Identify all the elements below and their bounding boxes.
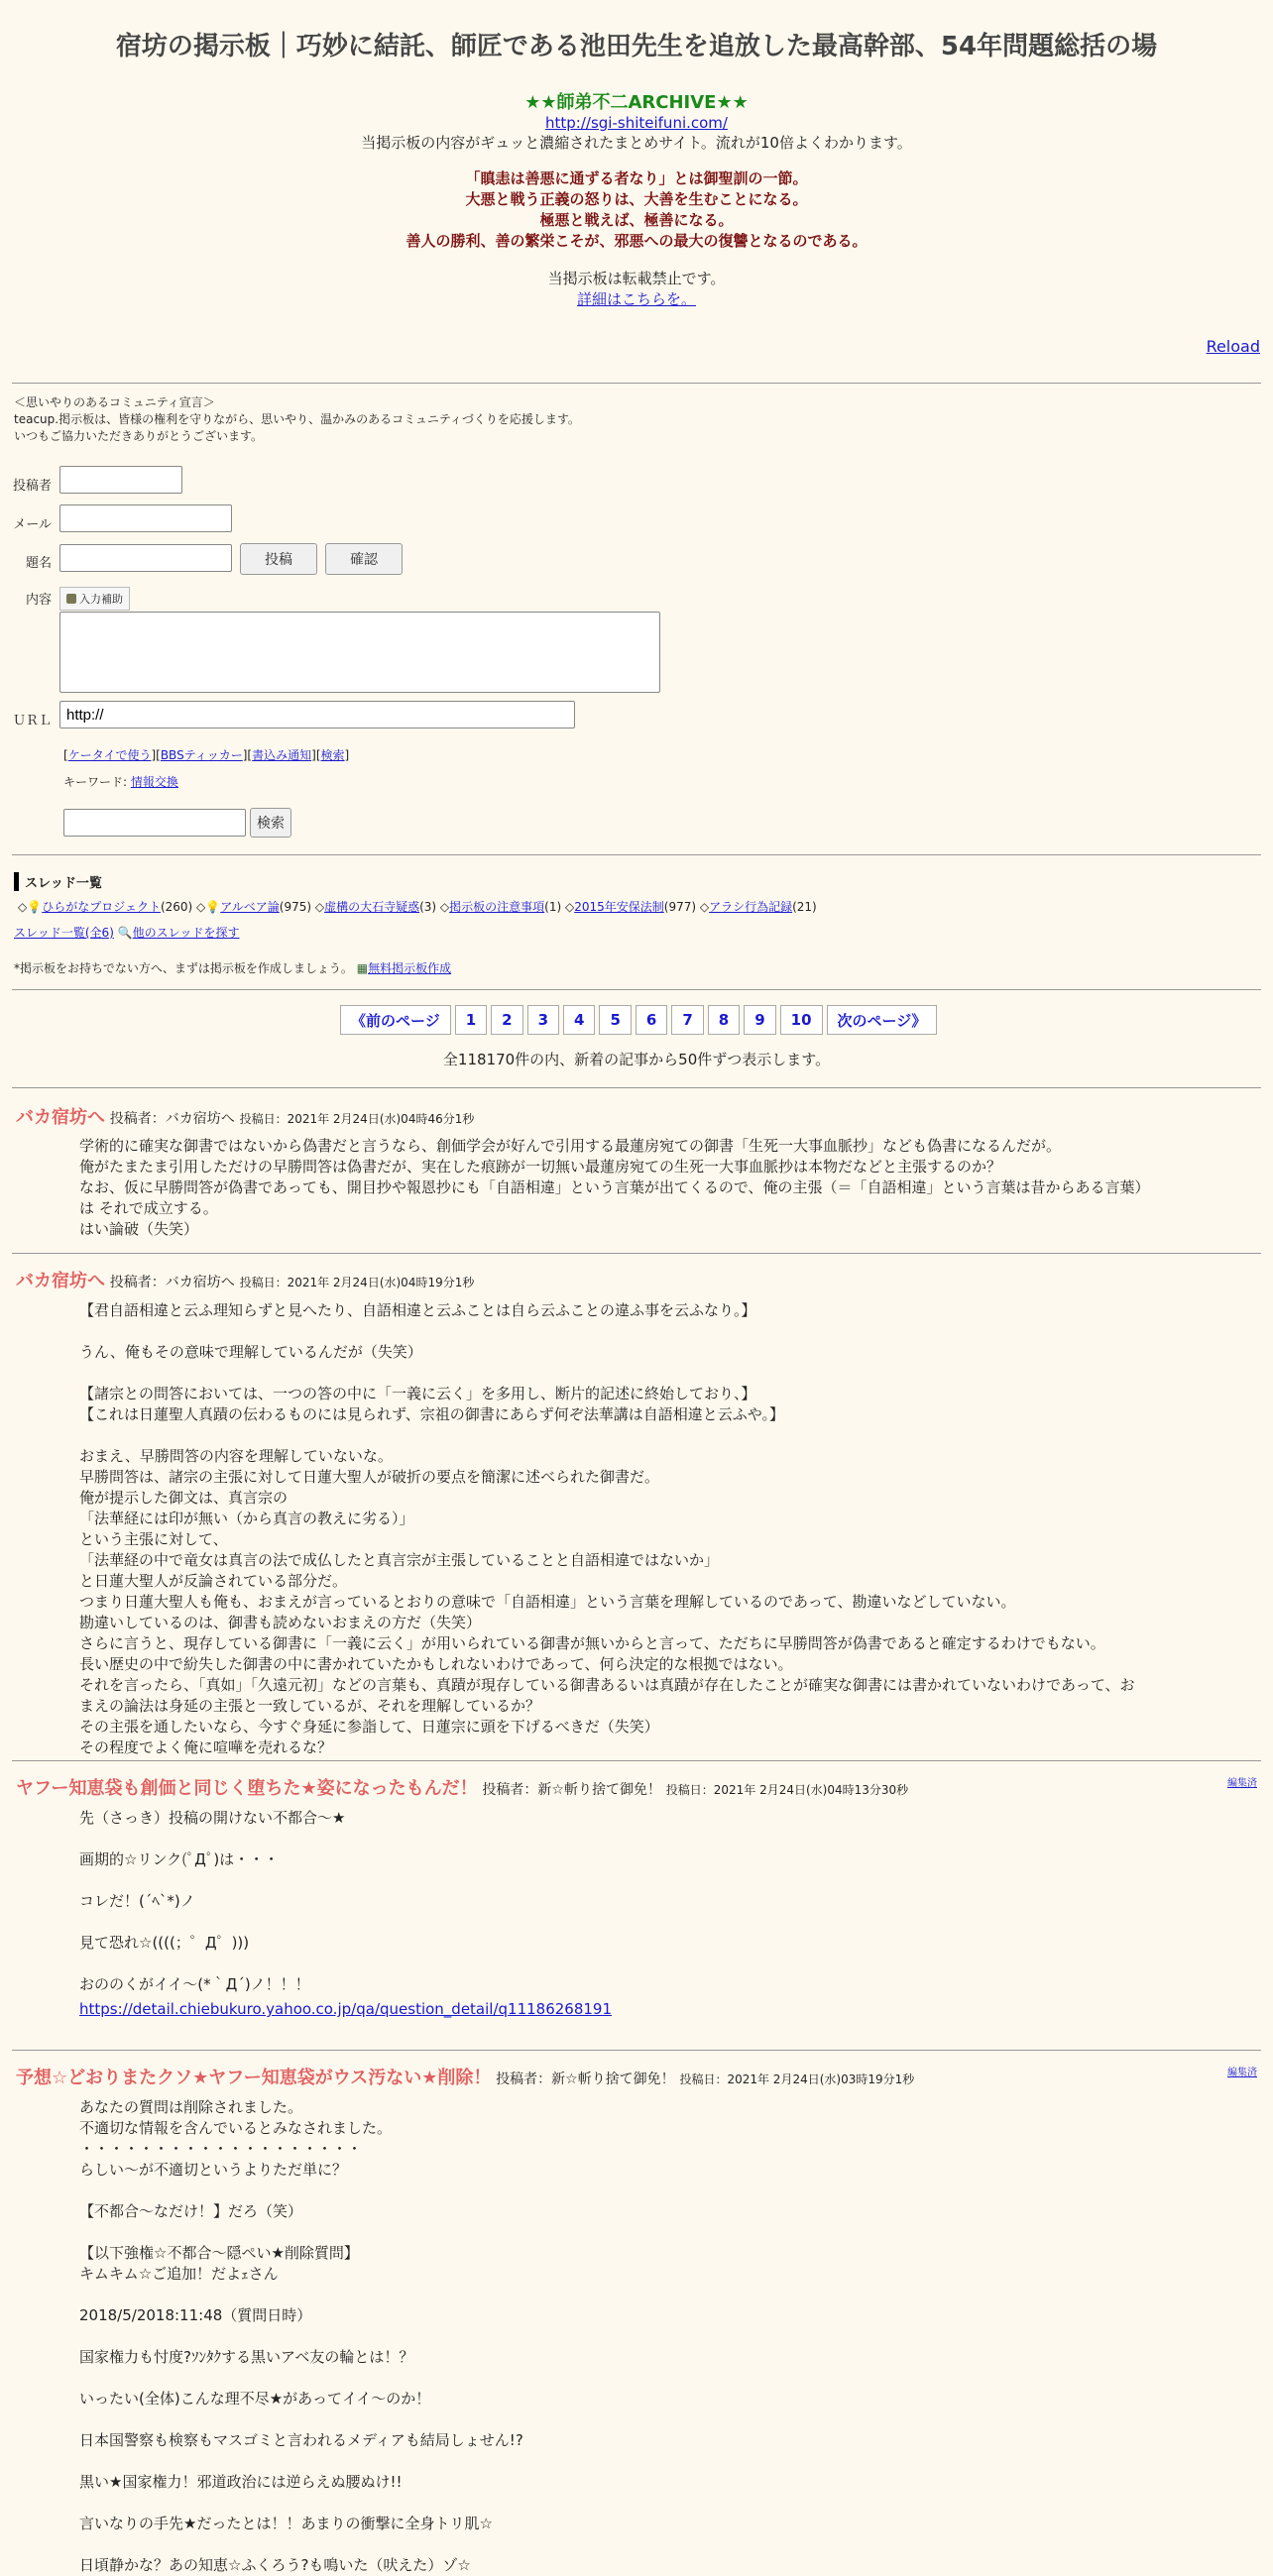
content-label: 内容	[25, 593, 52, 608]
post-date: 投稿日：2021年 2月24日(水)04時19分1秒	[239, 1276, 475, 1289]
input-assist-button[interactable]	[59, 587, 130, 611]
page-button[interactable]: 4	[563, 1005, 595, 1035]
divider	[12, 854, 1261, 855]
thread-count: (21)	[792, 900, 817, 914]
thread-list-heading: スレッド一覧	[14, 872, 102, 891]
post-link[interactable]: https://detail.chiebukuro.yahoo.co.jp/qa/question_detail/q11186268191	[79, 2000, 613, 2018]
divider	[12, 383, 1261, 384]
pager-summary: 全118170件の内、新着の記事から50件ずつ表示します。	[442, 1051, 831, 1068]
quote-line: 大悪と戦う正義の怒りは、大善を生むことになる。	[465, 190, 808, 208]
post-body: あなたの質問は削除されました。 不適切な情報を含んでいるとみなされました。 ・・・・・・・・・・・・・・・・・・・ らしい～が不適切というよりただ単に？ 【不都合～なだけ！】だろ（笑） 【以下強権☆不都合～隠ぺい★削除質問】 キムキム☆ご追加！だよｪさん 2018/5/2018:11:48（質問日時） 国家権力も忖度?ｿﾝﾀｸする黒いアベ友の輪とは！？ いったい(全体)こんな理不尽★があってイイ～のか！ 日本国警察も検察もマスゴミと言われるメディアも結局しょせん!? 黒い★国家権力！邪道政治には逆らえぬ腰ぬけ!! 言いなりの手先★だったとは！！あまりの衝撃に全身トリ肌☆ 日頃静かな？あの知恵☆ふくろう?も鳴いた（吠えた）ゾ☆	[79, 2098, 523, 2574]
reload-link[interactable]: Reload	[1206, 337, 1260, 356]
page-button[interactable]: 1	[455, 1005, 487, 1035]
thread-all-link[interactable]: スレッド一覧(全6)	[14, 926, 114, 940]
create-board-note: *掲示板をお持ちでない方へ、まずは掲示板を作成しましょう。	[14, 961, 353, 975]
post-body: 【君自語相違と云ふ理知らずと見へたり、自語相違と云ふことは自ら云ふことの違ふ事を云ふなり。】 うん、俺もその意味で理解しているんだが（失笑） 【諸宗との問答においては、一つの答の中に「一義に云く」を多用し、断片的記述に終始しており、】 【これは日蓮聖人真蹟の伝わるものには見られず、宗祖の御書にあらず何ぞ法華講は自語相違と云ふや。】 おまえ、早勝問答の内容を理解していないな。 早勝問答は、諸宗の主張に対して日蓮大聖人が破折の要点を簡潔に述べられた御書だ。 俺が提示した御文は、真言宗の 「法華経には印が無い（から真言の教えに劣る）」 という主張に対して、 「法華経の中で竜女は真言の法で成仏したと真言宗が主張していることと自語相違ではないか」 と日蓮大聖人が反論されている部分だ。 つまり日蓮大聖人も俺も、おまえが言っているとおりの意味で「自語相違」という言葉を理解しているのであって、勘違いなどしていない。 勘違いしているのは、御書も読めないおまえの方だ（失笑） さらに言うと、現存している御書に「一義に云く」が用いられている御書が無いからと言って、ただちに早勝問答が偽書であると確定するわけでもない。 長い歴史の中で紛失した御書の中に書かれていたかもしれないわけであって、何ら決定的な根拠ではない。 それを言ったら、「真如」「久遠元初」などの言葉も、真蹟が現存している御書あるいは真蹟が存在したことが確実な御書には書かれていないわけであって、お まえの論法は身延の主張と一致しているが、それを理解しているか？ その主張を通したいなら、今すぐ身延に参詣して、日蓮宗に頭を下げるべきだ（失笑） その程度でよく俺に喧嘩を売れるな？	[79, 1301, 1135, 1756]
form-links: [ケータイで使う][BBSティッカー][書込み通知][検索]	[63, 748, 350, 762]
thread-count: (1)	[544, 900, 562, 914]
thread-count: (260)	[160, 900, 193, 914]
archive-heading: ★★師弟不二ARCHIVE★★	[524, 92, 749, 113]
edited-badge[interactable]: 編集済	[1227, 1778, 1257, 1789]
url-label: ＵＲＬ	[12, 714, 52, 728]
other-threads-link[interactable]: 他のスレッドを探す	[132, 926, 240, 940]
divider	[12, 989, 1261, 990]
thread-link[interactable]: 虚構の大石寺疑惑	[324, 900, 420, 914]
post-title: バカ宿坊へ	[16, 1107, 105, 1128]
divider	[12, 1087, 1261, 1088]
magnifier-icon: 🔍	[117, 926, 133, 940]
thread-count: (3)	[419, 900, 437, 914]
page-button[interactable]: 9	[744, 1005, 775, 1035]
thread-footer	[14, 924, 240, 941]
keyword-label: キーワード:	[63, 775, 128, 789]
divider	[12, 2050, 1261, 2051]
thread-link[interactable]: ひらがなプロジェクト	[42, 900, 161, 914]
thread-link[interactable]: アルベア論	[220, 900, 280, 914]
community-declaration	[0, 387, 594, 453]
search-link[interactable]: 検索	[320, 748, 345, 762]
url-input[interactable]	[59, 701, 575, 728]
mail-label: メール	[13, 517, 52, 532]
quote-line: 善人の勝利、善の繁栄こそが、邪悪への最大の復讐となるのである。	[405, 232, 868, 250]
edited-badge[interactable]: 編集済	[1227, 2068, 1257, 2078]
create-board-row	[14, 959, 451, 976]
post-date: 投稿日：2021年 2月24日(水)04時46分1秒	[239, 1112, 475, 1126]
post-title: バカ宿坊へ	[16, 1271, 105, 1291]
thread-count: (975)	[279, 900, 312, 914]
notify-link[interactable]: 書込み通知	[252, 748, 312, 762]
post-author: 投稿者：バカ宿坊へ	[109, 1275, 235, 1290]
keyboard-icon	[66, 594, 76, 604]
thread-list: ◇💡ひらがなプロジェクト(260) ◇💡アルベア論(975) ◇虚構の大石寺疑惑(3) ◇掲示板の注意事項(1) ◇2015年安保法制(977) ◇アラシ行為記録(21)	[18, 900, 817, 914]
input-assist-label: 入力補助	[79, 593, 123, 606]
mail-input[interactable]	[59, 504, 232, 532]
quote-line: 極悪と戦えば、極善になる。	[539, 211, 734, 229]
subject-input[interactable]	[59, 544, 232, 572]
declaration-heading: ＜思いやりのあるコミュニティ宣言＞	[14, 395, 215, 409]
quote-line: 「瞋恚は善悪に通ずる者なり」とは御聖訓の一節。	[465, 169, 808, 187]
page-button[interactable]: 8	[708, 1005, 740, 1035]
thread-link[interactable]: アラシ行為記録	[709, 900, 793, 914]
page-button[interactable]: 7	[671, 1005, 703, 1035]
keyword-link[interactable]: 情報交換	[130, 775, 178, 789]
post-button[interactable]: 投稿	[240, 543, 317, 575]
reprint-notice: 当掲示板は転載禁止です。	[547, 270, 726, 287]
post-author: 投稿者：新☆斬り捨て御免！	[482, 1782, 661, 1798]
thread-link[interactable]: 掲示板の注意事項	[449, 900, 545, 914]
bulb-icon: 💡	[205, 900, 221, 914]
post-title: 予想☆どおりまたクソ★ヤフー知恵袋がウス汚ない★削除！	[16, 2068, 492, 2088]
subject-label: 題名	[25, 556, 52, 571]
page-button[interactable]: 10	[780, 1005, 823, 1035]
prev-page-button[interactable]: 《前のページ	[340, 1005, 451, 1035]
archive-link[interactable]: http://sgi-shiteifuni.com/	[545, 114, 728, 132]
search-button[interactable]: 検索	[250, 808, 291, 838]
page-button[interactable]: 3	[527, 1005, 559, 1035]
page-button[interactable]: 5	[599, 1005, 631, 1035]
page-button[interactable]: 2	[491, 1005, 522, 1035]
page-title: 宿坊の掲示板｜巧妙に結託、師匠である池田先生を追放した最高幹部、54年問題総括の場	[115, 32, 1158, 61]
detail-link[interactable]: 詳細はこちらを。	[576, 290, 696, 308]
divider	[12, 1253, 1261, 1254]
declaration-thanks: いつもご協力いただきありがとうございます。	[14, 429, 264, 443]
quote-block	[0, 168, 1273, 252]
post-author: 投稿者：新☆斬り捨て御免！	[496, 2072, 675, 2087]
next-page-button[interactable]: 次のページ》	[827, 1005, 938, 1035]
thread-count: (977)	[663, 900, 697, 914]
ticker-link[interactable]: BBSティッカー	[160, 748, 243, 762]
thread-link[interactable]: 2015年安保法制	[574, 900, 664, 914]
post-body: 学術的に確実な御書ではないから偽書だと言うなら、創価学会が好んで引用する最蓮房宛ての御書「生死一大事血脈抄」なども偽書になるんだが。 俺がたまたま引用しただけの早勝問答は偽書だが、実在した痕跡が一切無い最蓮房宛ての生死一大事血脈抄は本物だなどと主張するのか？ なお、仮に早勝問答が偽書であっても、開目抄や報恩抄にも「自語相違」という言葉が出てくるので、俺の主張（＝「自語相違」という言葉は昔からある言葉） は それで成立する。 はい論破（失笑）	[79, 1137, 1150, 1238]
name-input[interactable]	[59, 466, 182, 494]
post-date: 投稿日：2021年 2月24日(水)04時13分30秒	[665, 1783, 909, 1797]
board-icon: ▦	[356, 961, 369, 975]
archive-description: 当掲示板の内容がギュッと濃縮されたまとめサイト。流れが10倍よくわかります。	[361, 134, 912, 152]
content-textarea[interactable]	[59, 612, 660, 693]
page-button[interactable]: 6	[636, 1005, 667, 1035]
divider	[12, 1760, 1261, 1761]
keyword-row	[63, 773, 178, 790]
search-input[interactable]	[63, 809, 246, 837]
pagination	[340, 1005, 937, 1035]
post-body: 先（さっき）投稿の開けない不都合～★ 画期的☆リンク(ﾟДﾟ)は・・・ コレだ！(´ﾍ`*)ノ 見て恐れ☆((((；゜Д゜))) おののくがイイ～(*｀Д´)ノ！！！	[79, 1809, 346, 1993]
create-board-link[interactable]: 無料掲示板作成	[368, 961, 452, 975]
bulb-icon: 💡	[27, 900, 43, 914]
post-author: 投稿者：バカ宿坊へ	[109, 1111, 235, 1127]
mobile-link[interactable]: ケータイで使う	[67, 748, 152, 762]
declaration-text: teacup.掲示板は、皆様の権利を守りながら、思いやり、温かみのあるコミュニティづくりを応援します。	[14, 412, 580, 426]
post-title: ヤフー知恵袋も創価と同じく堕ちた★姿になったもんだ！	[16, 1778, 478, 1799]
confirm-button[interactable]: 確認	[325, 543, 403, 575]
post-date: 投稿日：2021年 2月24日(水)03時19分1秒	[679, 2072, 915, 2086]
name-label: 投稿者	[12, 479, 52, 494]
